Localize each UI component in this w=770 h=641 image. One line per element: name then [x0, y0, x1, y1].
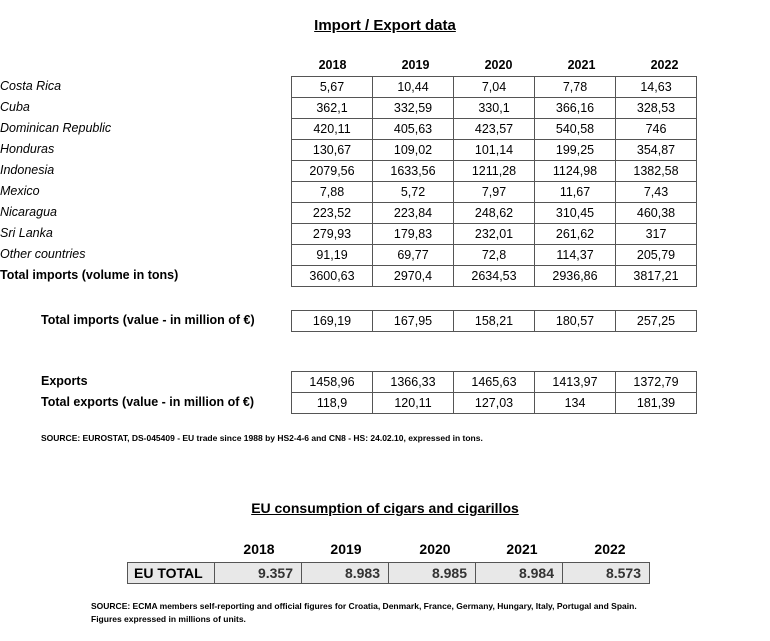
exports-table [291, 371, 697, 414]
exports-value-label: Total exports (value - in million of €) [41, 395, 254, 409]
table-cell: 8.573 [563, 563, 650, 584]
table-row [292, 182, 697, 203]
table-cell: 1382,58 [616, 161, 697, 182]
consumption-source-line2: Figures expressed in millions of units. [91, 614, 246, 624]
table-cell: 179,83 [373, 224, 454, 245]
country-label: Indonesia [0, 163, 55, 177]
table-cell: 9.357 [215, 563, 302, 584]
year-header-2022: 2022 [650, 58, 679, 72]
table-cell: 101,14 [454, 140, 535, 161]
table-row [292, 266, 697, 287]
table-row [292, 224, 697, 245]
consumption-title: EU consumption of cigars and cigarillos [251, 500, 519, 516]
table-cell: 3817,21 [616, 266, 697, 287]
total-volume-label: Total imports (volume in tons) [0, 268, 179, 282]
table-cell: 257,25 [616, 311, 697, 332]
exports-label: Exports [41, 374, 88, 388]
table-cell: 167,95 [373, 311, 454, 332]
country-label: Dominican Republic [0, 121, 112, 135]
table-cell: 405,63 [373, 119, 454, 140]
table-row [292, 119, 697, 140]
table-cell: 1458,96 [292, 372, 373, 393]
table-cell: 2634,53 [454, 266, 535, 287]
table-cell: 10,44 [373, 77, 454, 98]
total-value-table [291, 310, 697, 332]
table-cell: 180,57 [535, 311, 616, 332]
table-cell: 460,38 [616, 203, 697, 224]
country-label: Mexico [0, 184, 40, 198]
consumption-year-2019: 2019 [330, 541, 362, 557]
table-cell: 3600,63 [292, 266, 373, 287]
year-header-2020: 2020 [484, 58, 513, 72]
table-cell: 72,8 [454, 245, 535, 266]
import-row-labels [0, 76, 178, 286]
table-cell: 7,04 [454, 77, 535, 98]
imports-table [291, 76, 697, 287]
table-row [292, 98, 697, 119]
table-cell: 332,59 [373, 98, 454, 119]
consumption-year-2022: 2022 [594, 541, 626, 557]
country-label: Cuba [0, 100, 30, 114]
country-label: Other countries [0, 247, 86, 261]
table-cell: 8.984 [476, 563, 563, 584]
table-cell: 120,11 [373, 393, 454, 414]
table-cell: 5,67 [292, 77, 373, 98]
table-cell: 8.985 [389, 563, 476, 584]
table-cell: 330,1 [454, 98, 535, 119]
table-cell: 310,45 [535, 203, 616, 224]
table-cell: 130,67 [292, 140, 373, 161]
table-cell: 261,62 [535, 224, 616, 245]
year-header-2021: 2021 [567, 58, 596, 72]
table-cell: 1124,98 [535, 161, 616, 182]
consumption-source [91, 600, 637, 626]
table-cell: 69,77 [373, 245, 454, 266]
total-value-label: Total imports (value - in million of €) [41, 313, 255, 327]
consumption-year-2020: 2020 [419, 541, 451, 557]
table-cell: 746 [616, 119, 697, 140]
table-cell: 8.983 [302, 563, 389, 584]
country-label: Costa Rica [0, 79, 62, 93]
table-cell: 181,39 [616, 393, 697, 414]
table-row [292, 245, 697, 266]
table-row [292, 311, 697, 332]
table-cell: 2936,86 [535, 266, 616, 287]
table-cell: 423,57 [454, 119, 535, 140]
table-cell: 1465,63 [454, 372, 535, 393]
country-label: Sri Lanka [0, 226, 53, 240]
table-cell: 1413,97 [535, 372, 616, 393]
consumption-year-2021: 2021 [506, 541, 538, 557]
table-cell: 1633,56 [373, 161, 454, 182]
table-cell: 7,78 [535, 77, 616, 98]
table-cell: 248,62 [454, 203, 535, 224]
table-cell: 14,63 [616, 77, 697, 98]
table-cell: 279,93 [292, 224, 373, 245]
table-cell: 1366,33 [373, 372, 454, 393]
table-row [292, 77, 697, 98]
table-cell: 114,37 [535, 245, 616, 266]
country-label: Nicaragua [0, 205, 57, 219]
table-cell: 5,72 [373, 182, 454, 203]
year-header-2018: 2018 [318, 58, 347, 72]
import-export-title: Import / Export data [314, 17, 456, 34]
table-cell: 223,84 [373, 203, 454, 224]
table-cell: 158,21 [454, 311, 535, 332]
table-cell: 127,03 [454, 393, 535, 414]
table-cell: 223,52 [292, 203, 373, 224]
table-cell: 11,67 [535, 182, 616, 203]
table-cell: 328,53 [616, 98, 697, 119]
table-cell: 118,9 [292, 393, 373, 414]
table-cell: 362,1 [292, 98, 373, 119]
table-row [292, 203, 697, 224]
year-header-2019: 2019 [401, 58, 430, 72]
import-export-source: SOURCE: EUROSTAT, DS-045409 - EU trade since 1988 by HS2-4-6 and CN8 - HS: 24.02.10, expressed in tons. [41, 433, 483, 443]
table-cell: 1211,28 [454, 161, 535, 182]
table-cell: 7,43 [616, 182, 697, 203]
table-cell: 420,11 [292, 119, 373, 140]
table-cell: 199,25 [535, 140, 616, 161]
consumption-table [127, 562, 650, 584]
consumption-year-2018: 2018 [243, 541, 275, 557]
table-row [292, 161, 697, 182]
table-cell: 91,19 [292, 245, 373, 266]
table-row [128, 563, 650, 584]
table-cell: 7,97 [454, 182, 535, 203]
table-cell: 232,01 [454, 224, 535, 245]
table-cell: 2970,4 [373, 266, 454, 287]
table-cell: 354,87 [616, 140, 697, 161]
table-cell: 317 [616, 224, 697, 245]
table-cell: 205,79 [616, 245, 697, 266]
table-cell: 109,02 [373, 140, 454, 161]
table-row [292, 372, 697, 393]
table-cell: 169,19 [292, 311, 373, 332]
table-cell: 1372,79 [616, 372, 697, 393]
country-label: Honduras [0, 142, 55, 156]
table-cell: 2079,56 [292, 161, 373, 182]
table-row [292, 393, 697, 414]
consumption-source-line1: SOURCE: ECMA members self-reporting and official figures for Croatia, Denmark, France, Germany, Hungary, Italy, Portugal and Spain. [91, 601, 637, 611]
table-row [292, 140, 697, 161]
table-cell: 7,88 [292, 182, 373, 203]
table-cell: 366,16 [535, 98, 616, 119]
eu-total-label: EU TOTAL [128, 563, 215, 584]
table-cell: 134 [535, 393, 616, 414]
table-cell: 540,58 [535, 119, 616, 140]
